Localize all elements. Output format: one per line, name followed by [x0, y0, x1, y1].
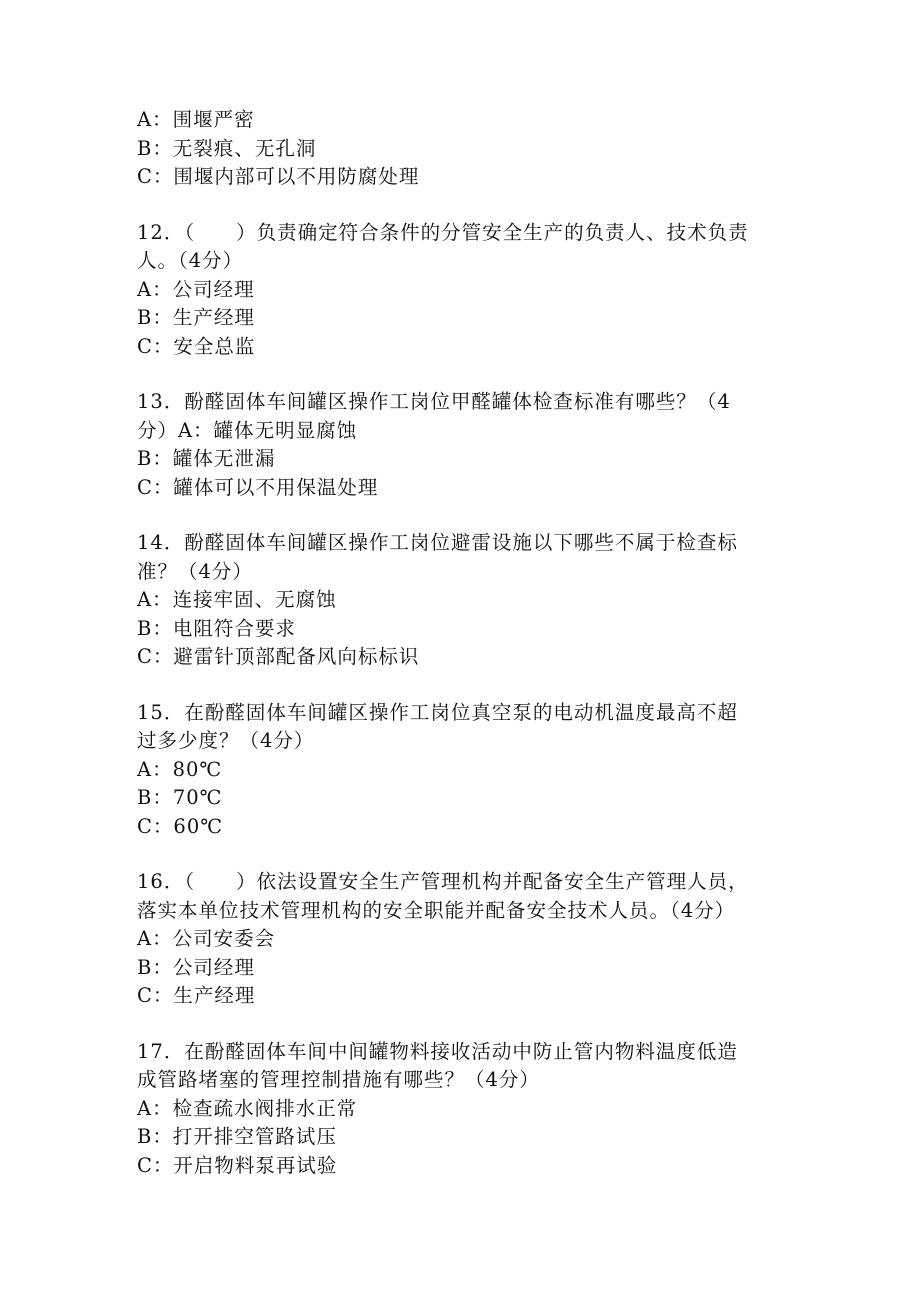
option-a: A：公司安委会	[137, 927, 276, 950]
option-c: C：开启物料泵再试验	[137, 1153, 338, 1177]
option-c: C：生产经理	[137, 984, 256, 1007]
document-page	[137, 106, 787, 1180]
question-13	[137, 388, 787, 502]
question-stem-line: 分）A：罐体无明显腐蚀	[137, 418, 358, 442]
option-a: A：连接牢固、无腐蚀	[137, 588, 337, 611]
option-b: B：生产经理	[137, 306, 255, 329]
question-stem-line: 12．（ ）负责确定符合条件的分管安全生产的负责人、技术负责	[137, 220, 749, 244]
option-c: C：60℃	[137, 814, 224, 838]
question-stem-line: 13．酚醛固体车间罐区操作工岗位甲醛罐体检查标准有哪些？（4	[137, 390, 731, 413]
option-b: B：公司经理	[137, 955, 255, 979]
question-stem-line: 16．（ ）依法设置安全生产管理机构并配备安全生产管理人员，	[137, 870, 749, 893]
question-stem-line: 15．在酚醛固体车间罐区操作工岗位真空泵的电动机温度最高不超	[137, 700, 738, 724]
question-stem-line: 过多少度？（4分）	[137, 729, 315, 752]
option-b: B：电阻符合要求	[137, 616, 296, 640]
question-stem-line: 成管路堵塞的管理控制措施有哪些？（4分）	[137, 1068, 540, 1091]
option-b: B：无裂痕、无孔洞	[137, 136, 317, 160]
question-14	[137, 529, 787, 672]
question-11-options	[137, 106, 787, 192]
option-c: C：围堰内部可以不用防腐处理	[137, 165, 420, 188]
option-a: A：围堰严密	[137, 108, 255, 131]
question-stem-line: 17．在酚醛固体车间中间罐物料接收活动中防止管内物料温度低造	[137, 1039, 738, 1063]
option-a: A：公司经理	[137, 277, 255, 301]
option-a: A：80℃	[137, 757, 223, 781]
option-b: B：打开排空管路试压	[137, 1125, 337, 1148]
question-stem-line: 落实本单位技术管理机构的安全职能并配备安全技术人员。（4分）	[137, 898, 736, 922]
option-b: B：70℃	[137, 786, 223, 809]
option-a: A：检查疏水阀排水正常	[137, 1096, 358, 1120]
option-b: B：罐体无泄漏	[137, 447, 276, 470]
question-12	[137, 219, 787, 362]
question-17	[137, 1038, 787, 1181]
question-stem-line: 14．酚醛固体车间罐区操作工岗位避雷设施以下哪些不属于检查标	[137, 531, 738, 554]
question-stem-line: 人。（4分）	[137, 249, 244, 272]
question-16	[137, 868, 787, 1011]
option-c: C：避雷针顶部配备风向标标识	[137, 645, 420, 668]
option-c: C：罐体可以不用保温处理	[137, 475, 379, 499]
question-15	[137, 699, 787, 842]
option-c: C：安全总监	[137, 334, 256, 358]
question-stem-line: 准？（4分）	[137, 559, 253, 583]
